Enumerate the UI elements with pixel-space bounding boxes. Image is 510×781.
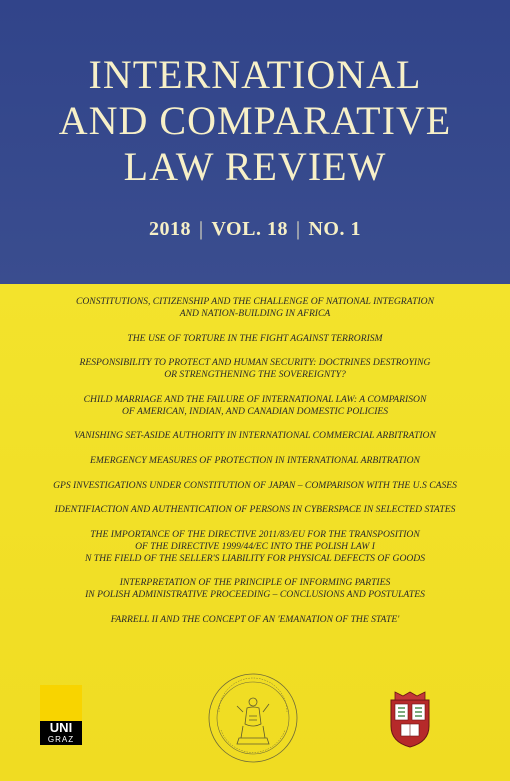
article-title <box>30 394 480 418</box>
article-line: THE USE OF TORTURE IN THE FIGHT AGAINST TERRORISM <box>127 332 383 344</box>
article-line: EMERGENCY MEASURES OF PROTECTION IN INTERNATIONAL ARBITRATION <box>90 454 420 466</box>
university-seal-icon <box>207 672 299 764</box>
issue-info <box>0 218 510 241</box>
article-title <box>30 480 480 492</box>
issue-volume: VOL. 18 <box>211 218 288 240</box>
journal-title <box>0 52 510 190</box>
article-line: N THE FIELD OF THE SELLER'S LIABILITY FOR PHYSICAL DEFECTS OF GOODS <box>84 552 426 564</box>
article-line: AND NATION-BUILDING IN AFRICA <box>179 308 331 319</box>
article-line: IDENTIFIACTION AND AUTHENTICATION OF PERSONS IN CYBERSPACE IN SELECTED STATES <box>54 504 456 516</box>
issue-separator: | <box>199 218 204 240</box>
article-line: THE IMPORTANCE OF THE DIRECTIVE 2011/83/EU FOR THE TRANSPOSITION <box>90 528 420 540</box>
title-line: AND COMPARATIVE <box>58 98 452 143</box>
article-title <box>30 357 480 381</box>
article-line: IN POLISH ADMINISTRATIVE PROCEEDING – CONCLUSIONS AND POSTULATES <box>85 589 425 601</box>
title-line: INTERNATIONAL <box>88 52 422 97</box>
article-title <box>30 504 480 516</box>
article-line: CHILD MARRIAGE AND THE FAILURE OF INTERNATIONAL LAW: A COMPARISON <box>83 393 427 405</box>
uni-graz-logo-uni-text: UNI <box>40 721 82 735</box>
article-title <box>30 577 480 601</box>
article-line: GPS INVESTIGATIONS UNDER CONSTITUTION OF JAPAN – COMPARISON WITH THE U.S CASES <box>53 479 457 491</box>
article-line: FARRELL II AND THE CONCEPT OF AN 'EMANATION OF THE STATE' <box>110 613 400 625</box>
article-line: OF THE DIRECTIVE 1999/44/EC INTO THE POLISH LAW I <box>135 540 375 552</box>
article-title <box>30 614 480 626</box>
article-line: RESPONSIBILITY TO PROTECT AND HUMAN SECURITY: DOCTRINES DESTROYING <box>79 357 431 369</box>
uni-graz-logo <box>40 685 82 745</box>
article-title <box>30 529 480 565</box>
article-line: VANISHING SET-ASIDE AUTHORITY IN INTERNATIONAL COMMERCIAL ARBITRATION <box>74 430 436 442</box>
article-line: CONSTITUTIONS, CITIZENSHIP AND THE CHALLENGE OF NATIONAL INTEGRATION <box>75 296 435 307</box>
faculty-crest-icon <box>389 690 431 748</box>
article-title <box>30 455 480 467</box>
title-line: LAW REVIEW <box>123 144 387 189</box>
issue-separator: | <box>295 218 301 240</box>
article-title <box>30 430 480 442</box>
issue-year: 2018 <box>149 218 191 240</box>
uni-graz-logo-graz-text: GRAZ <box>40 735 82 745</box>
article-title <box>30 296 480 320</box>
article-list <box>30 296 480 639</box>
article-line: INTERPRETATION OF THE PRINCIPLE OF INFORMING PARTIES <box>119 577 391 589</box>
article-line: OR STRENGTHENING THE SOVEREIGNTY? <box>164 369 346 381</box>
article-line: OF AMERICAN, INDIAN, AND CANADIAN DOMESTIC POLICIES <box>121 405 389 417</box>
article-title <box>30 333 480 345</box>
issue-number: NO. 1 <box>308 218 361 240</box>
uni-graz-logo-yellow-block <box>40 685 82 721</box>
